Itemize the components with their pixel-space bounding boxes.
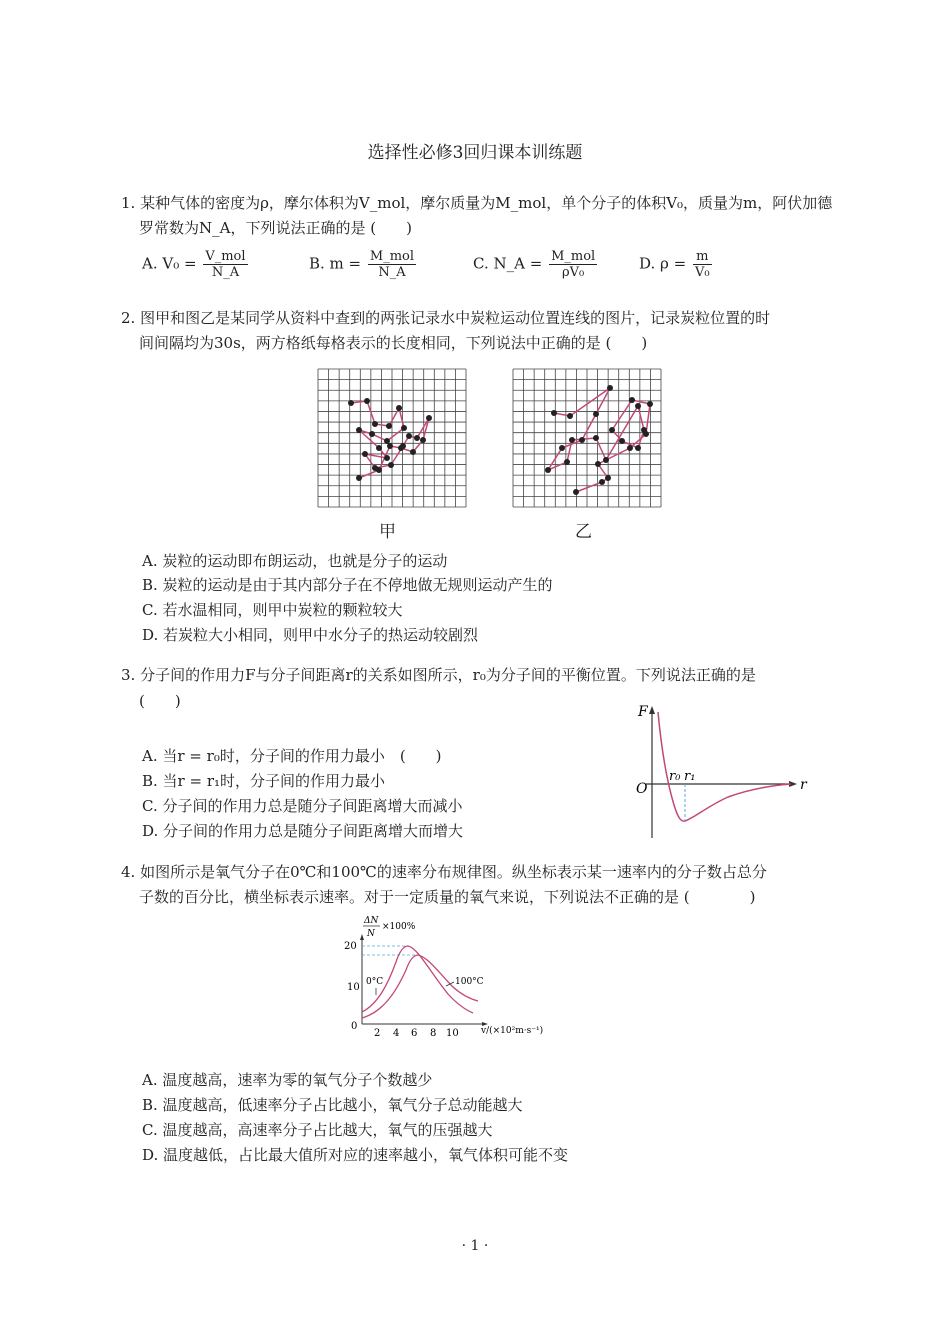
origin-label: O bbox=[636, 781, 648, 797]
q1-option-c bbox=[473, 249, 599, 280]
particle-position-dot bbox=[603, 457, 609, 463]
particle-position-dot bbox=[567, 413, 573, 419]
fraction-denominator: ρV₀ bbox=[562, 265, 585, 280]
fraction-denominator: N_A bbox=[211, 265, 240, 280]
y-label-denominator: N bbox=[367, 929, 375, 939]
particle-position-dot bbox=[387, 443, 393, 449]
x-tick-4: 4 bbox=[393, 1028, 400, 1039]
figure-label-a: 甲 bbox=[379, 522, 396, 542]
q1-option-c-fraction bbox=[549, 249, 597, 280]
q3-option-c: C. 分子间的作用力总是随分子间距离增大而减小 bbox=[142, 797, 463, 815]
particle-position-dot bbox=[401, 425, 407, 431]
q3-option-b: B. 当r = r₁时，分子间的作用力最小 bbox=[142, 772, 386, 790]
particle-position-dot bbox=[372, 421, 378, 427]
particle-position-dot bbox=[396, 405, 402, 411]
particle-position-dot bbox=[607, 385, 613, 391]
r1-label: r₁ bbox=[684, 769, 696, 784]
fraction-numerator: V_mol bbox=[205, 249, 246, 264]
particle-position-dot bbox=[376, 445, 382, 451]
q1-option-d-fraction bbox=[693, 249, 712, 280]
particle-position-dot bbox=[356, 475, 362, 481]
page-number: · 1 · bbox=[461, 1238, 489, 1254]
force-distance-graph bbox=[628, 700, 838, 845]
particle-position-dot bbox=[369, 431, 375, 437]
q2-option-b: B. 炭粒的运动是由于其内部分子在不停地做无规则运动产生的 bbox=[142, 576, 553, 594]
particle-position-dot bbox=[406, 433, 412, 439]
q1-option-b-fraction bbox=[368, 249, 416, 280]
q3-option-a: A. 当r = r₀时，分子间的作用力最小 ( ) bbox=[142, 747, 442, 765]
particle-position-dot bbox=[414, 435, 420, 441]
particle-position-dot bbox=[564, 459, 570, 465]
brownian-grid-a bbox=[317, 368, 467, 508]
x-tick-8: 8 bbox=[430, 1028, 437, 1039]
q4-option-d: D. 温度越低，占比最大值所对应的速率越小，氧气体积可能不变 bbox=[142, 1146, 569, 1164]
particle-position-dot bbox=[609, 427, 615, 433]
q4-stem-line2: 子数的百分比，横坐标表示速率。对于一定质量的氧气来说，下列说法不正确的是 ( ) bbox=[139, 888, 756, 906]
particle-position-dot bbox=[348, 400, 354, 406]
fraction-denominator: V₀ bbox=[694, 265, 710, 280]
q4-option-c: C. 温度越高，高速率分子占比越大，氧气的压强越大 bbox=[142, 1121, 493, 1139]
particle-position-dot bbox=[573, 489, 579, 495]
particle-position-dot bbox=[643, 431, 649, 437]
particle-position-dot bbox=[398, 445, 404, 451]
particle-position-dot bbox=[629, 397, 635, 403]
particle-position-dot bbox=[569, 437, 575, 443]
q2-stem-line1: 2. 图甲和图乙是某同学从资料中查到的两张记录水中炭粒运动位置连线的图片，记录炭粒位置的时 bbox=[121, 309, 771, 327]
fraction-denominator: N_A bbox=[378, 265, 406, 280]
particle-position-dot bbox=[364, 398, 370, 404]
curve-label-100c: 100°C bbox=[455, 977, 484, 987]
q4-option-a: A. 温度越高，速率为零的氧气分子个数越少 bbox=[142, 1071, 433, 1089]
particle-position-dot bbox=[384, 455, 390, 461]
q4-stem-line1: 4. 如图所示是氧气分子在0℃和100℃的速率分布规律图。纵坐标表示某一速率内的分子数占总分 bbox=[121, 863, 767, 881]
curve-label-0c: 0°C bbox=[366, 977, 384, 987]
y-label-suffix: ×100% bbox=[382, 922, 416, 932]
particle-position-dot bbox=[647, 401, 653, 407]
particle-position-dot bbox=[579, 437, 585, 443]
x-tick-10: 10 bbox=[446, 1028, 459, 1039]
particle-position-dot bbox=[559, 445, 565, 451]
fraction-numerator: m bbox=[693, 249, 712, 265]
q1-option-c-label: C. N_A = bbox=[473, 254, 543, 273]
q2-option-a: A. 炭粒的运动即布朗运动，也就是分子的运动 bbox=[142, 552, 448, 570]
particle-position-dot bbox=[545, 467, 551, 473]
q2-option-c: C. 若水温相同，则甲中炭粒的颗粒较大 bbox=[142, 601, 403, 619]
particle-position-dot bbox=[388, 462, 394, 468]
particle-position-dot bbox=[599, 479, 605, 485]
y-axis-arrow bbox=[649, 706, 655, 714]
q1-option-b-label: B. m = bbox=[309, 254, 362, 273]
particle-position-dot bbox=[619, 438, 625, 444]
q1-stem-line1: 1. 某种气体的密度为ρ，摩尔体积为V_mol，摩尔质量为M_mol，单个分子的体积V₀，质量为m，阿伏加德 bbox=[121, 194, 833, 212]
x-tick-2: 2 bbox=[374, 1028, 381, 1039]
particle-position-dot bbox=[627, 445, 633, 451]
y-tick-20: 20 bbox=[344, 941, 357, 952]
y-axis-arrow bbox=[360, 934, 364, 940]
particle-position-dot bbox=[356, 427, 362, 433]
trajectory-path bbox=[548, 388, 650, 492]
q1-option-b bbox=[309, 249, 418, 280]
y-axis-label: F bbox=[638, 704, 648, 720]
particle-position-dot bbox=[635, 445, 641, 451]
y-tick-10: 10 bbox=[347, 982, 360, 993]
q3-option-d: D. 分子间的作用力总是随分子间距离增大而增大 bbox=[142, 822, 464, 840]
q1-option-a-fraction bbox=[203, 249, 247, 280]
q3-stem-line1: 3. 分子间的作用力F与分子间距离r的关系如图所示，r₀为分子间的平衡位置。下列说法正确的是 bbox=[121, 666, 756, 684]
particle-position-dot bbox=[595, 461, 601, 467]
r0-label: r₀ bbox=[669, 769, 681, 784]
particle-position-dot bbox=[551, 410, 557, 416]
particle-position-dot bbox=[605, 475, 611, 481]
x-axis-label: r bbox=[800, 777, 807, 793]
q4-option-b: B. 温度越高，低速率分子占比越小，氧气分子总动能越大 bbox=[142, 1096, 523, 1114]
particle-position-dot bbox=[410, 449, 416, 455]
page-title: 选择性必修3回归课本训练题 bbox=[367, 143, 583, 163]
particle-position-dot bbox=[635, 403, 641, 409]
brownian-grid-b bbox=[512, 368, 662, 508]
x-axis-label: v/(×10²m·s⁻¹) bbox=[481, 1026, 544, 1036]
curve-label-100c-pointer bbox=[446, 982, 454, 986]
particle-position-dot bbox=[384, 438, 390, 444]
q1-stem-line2: 罗常数为N_A，下列说法正确的是 ( ) bbox=[139, 219, 412, 237]
figure-label-b: 乙 bbox=[575, 522, 592, 542]
q2-option-d: D. 若炭粒大小相同，则甲中水分子的热运动较剧烈 bbox=[142, 626, 479, 644]
particle-position-dot bbox=[593, 411, 599, 417]
fraction-numerator: M_mol bbox=[551, 249, 596, 264]
q1-option-d bbox=[639, 249, 714, 280]
speed-distribution-graph bbox=[338, 912, 558, 1042]
y-label-numerator: ΔN bbox=[364, 916, 379, 926]
particle-position-dot bbox=[376, 467, 382, 473]
q2-stem-line2: 间间隔均为30s，两方格纸每格表示的长度相同，下列说法中正确的是 ( ) bbox=[139, 334, 648, 352]
q1-option-a-label: A. V₀ = bbox=[142, 254, 197, 273]
fraction-numerator: M_mol bbox=[369, 249, 415, 264]
particle-position-dot bbox=[426, 415, 432, 421]
q1-option-a bbox=[142, 249, 250, 280]
q1-option-d-label: D. ρ = bbox=[639, 254, 687, 273]
particle-position-dot bbox=[386, 423, 392, 429]
particle-position-dot bbox=[420, 437, 426, 443]
q3-stem-line2: ( ) bbox=[139, 692, 181, 710]
force-curve bbox=[658, 712, 791, 821]
y-tick-0: 0 bbox=[351, 1021, 358, 1032]
particle-position-dot bbox=[593, 435, 599, 441]
particle-position-dot bbox=[362, 451, 368, 457]
x-tick-6: 6 bbox=[411, 1028, 418, 1039]
